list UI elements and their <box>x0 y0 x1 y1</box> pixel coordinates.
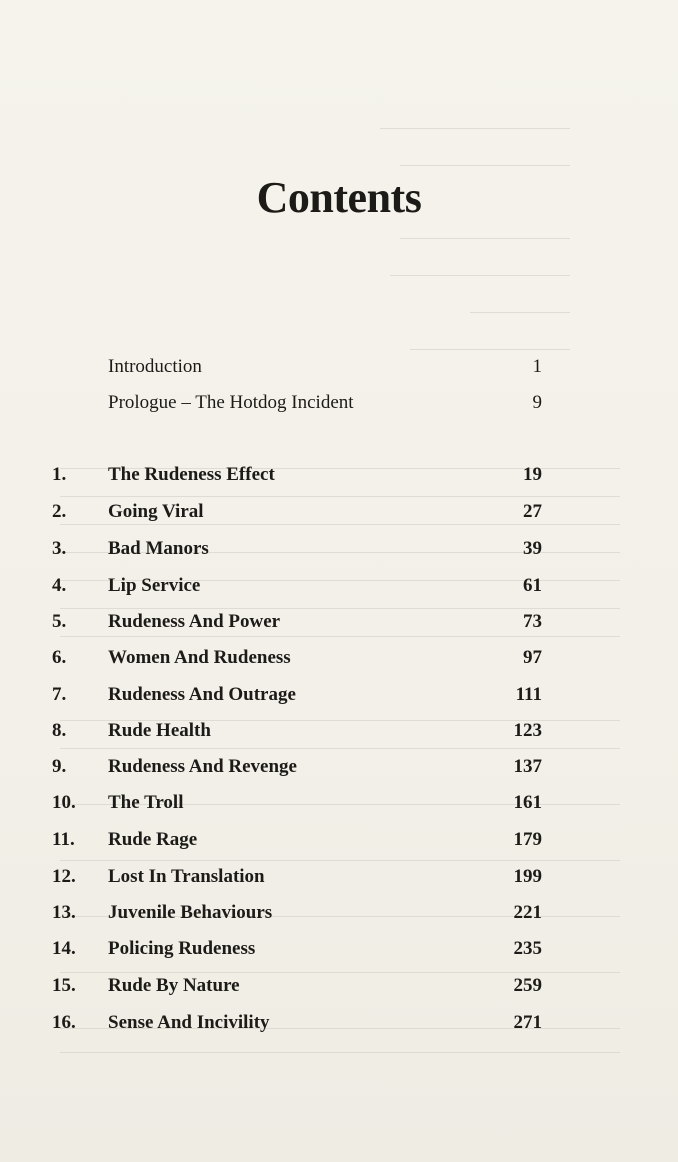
chapter-title: Lost In Translation <box>108 866 265 887</box>
show-through-line <box>60 860 620 861</box>
toc-chapter-2[interactable] <box>0 497 678 527</box>
chapter-page: 39 <box>523 538 542 559</box>
chapter-number: 13. <box>52 902 76 923</box>
toc-chapter-14[interactable] <box>0 934 678 964</box>
chapter-title: Rude Health <box>108 720 211 741</box>
chapter-number: 1. <box>52 464 67 485</box>
toc-chapter-1[interactable] <box>0 460 678 490</box>
chapter-title: Rudeness And Outrage <box>108 684 296 705</box>
chapter-page: 137 <box>513 756 542 777</box>
chapter-page: 179 <box>513 829 542 850</box>
chapter-number: 4. <box>52 575 67 596</box>
show-through-line <box>380 128 570 129</box>
chapter-page: 271 <box>513 1012 542 1033</box>
toc-entry-prologue[interactable] <box>0 388 678 418</box>
toc-chapter-13[interactable] <box>0 898 678 928</box>
chapter-title: Rudeness And Revenge <box>108 756 297 777</box>
chapter-number: 16. <box>52 1012 76 1033</box>
show-through-line <box>390 275 570 276</box>
toc-chapter-9[interactable] <box>0 752 678 782</box>
toc-chapter-10[interactable] <box>0 788 678 818</box>
toc-entry-introduction[interactable] <box>0 352 678 382</box>
show-through-line <box>470 312 570 313</box>
chapter-title: The Rudeness Effect <box>108 464 275 485</box>
chapter-title: Women And Rudeness <box>108 647 291 668</box>
toc-chapter-8[interactable] <box>0 716 678 746</box>
toc-entry-label: Introduction <box>108 356 202 377</box>
toc-chapter-12[interactable] <box>0 862 678 892</box>
chapter-title: Sense And Incivility <box>108 1012 270 1033</box>
show-through-line <box>400 238 570 239</box>
toc-chapter-4[interactable] <box>0 571 678 601</box>
chapter-title: Bad Manors <box>108 538 209 559</box>
page-title: Contents <box>256 173 422 222</box>
show-through-line <box>60 1052 620 1053</box>
chapter-title: Lip Service <box>108 575 201 596</box>
toc-chapter-16[interactable] <box>0 1008 678 1038</box>
chapter-title: Policing Rudeness <box>108 938 256 959</box>
toc-entry-page: 1 <box>532 356 542 377</box>
chapter-page: 61 <box>523 575 542 596</box>
chapter-number: 10. <box>52 792 76 813</box>
chapter-number: 8. <box>52 720 67 741</box>
chapter-page: 73 <box>523 611 542 632</box>
chapter-title: Rudeness And Power <box>108 611 281 632</box>
chapter-title: Going Viral <box>108 501 204 522</box>
toc-chapter-6[interactable] <box>0 643 678 673</box>
toc-entry-page: 9 <box>532 392 542 413</box>
toc-chapter-7[interactable] <box>0 680 678 710</box>
chapter-page: 27 <box>523 501 542 522</box>
chapter-number: 2. <box>52 501 67 522</box>
chapter-page: 221 <box>513 902 542 923</box>
toc-chapter-15[interactable] <box>0 971 678 1001</box>
show-through-line <box>400 165 570 166</box>
chapter-number: 9. <box>52 756 67 777</box>
show-through-line <box>60 748 620 749</box>
chapter-page: 235 <box>513 938 542 959</box>
chapter-title: The Troll <box>108 792 184 813</box>
chapter-number: 6. <box>52 647 67 668</box>
show-through-line <box>410 349 570 350</box>
chapter-page: 111 <box>515 684 542 705</box>
chapter-number: 14. <box>52 938 76 959</box>
chapter-page: 199 <box>513 866 542 887</box>
chapter-page: 97 <box>523 647 542 668</box>
chapter-title: Rude Rage <box>108 829 198 850</box>
chapter-title: Rude By Nature <box>108 975 240 996</box>
chapter-page: 123 <box>513 720 542 741</box>
chapter-number: 11. <box>52 829 75 850</box>
toc-chapter-11[interactable] <box>0 825 678 855</box>
toc-chapter-5[interactable] <box>0 607 678 637</box>
toc-entry-label: Prologue – The Hotdog Incident <box>108 392 354 413</box>
chapter-number: 15. <box>52 975 76 996</box>
chapter-number: 7. <box>52 684 67 705</box>
toc-chapter-3[interactable] <box>0 534 678 564</box>
chapter-number: 3. <box>52 538 67 559</box>
chapter-number: 5. <box>52 611 67 632</box>
chapter-page: 161 <box>513 792 542 813</box>
chapter-title: Juvenile Behaviours <box>108 902 273 923</box>
chapter-page: 259 <box>513 975 542 996</box>
chapter-page: 19 <box>523 464 542 485</box>
chapter-number: 12. <box>52 866 76 887</box>
